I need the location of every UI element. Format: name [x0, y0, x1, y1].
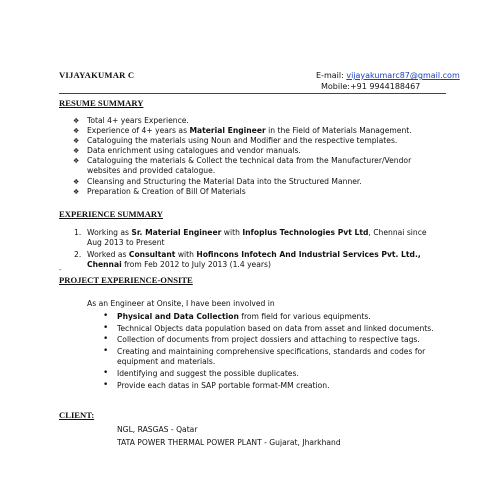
- experience-summary-list: [74, 228, 439, 272]
- project-intro: As an Engineer at Onsite, I have been involved in: [87, 299, 275, 308]
- bullet-dot-icon: •: [103, 379, 109, 390]
- bullet-dot-icon: •: [103, 367, 109, 378]
- list-item: ❖ Cleansing and Structuring the Material Data into the Structured Manner.: [73, 176, 362, 186]
- list-item: ❖ Data enrichment using catalogues and vendor manuals.: [73, 146, 301, 156]
- contact-block: [316, 70, 460, 92]
- bullet-dot-icon: •: [103, 346, 109, 357]
- project-experience-list: [103, 311, 439, 392]
- diamond-bullet-icon: ❖: [73, 157, 80, 166]
- list-item: • Collection of documents from project dossiers and attaching to respective tags.: [103, 334, 420, 345]
- resume-summary-heading: RESUME SUMMARY: [59, 98, 144, 108]
- list-item: • Identifying and suggest the possible duplicates.: [103, 367, 299, 378]
- client-line: TATA POWER THERMAL POWER PLANT - Gujarat, Jharkhand: [117, 437, 341, 447]
- list-item: • Physical and Data Collection from field for various equipments.: [103, 311, 371, 321]
- diamond-bullet-icon: ❖: [73, 177, 80, 186]
- email-label: E-mail:: [316, 71, 347, 80]
- bullet-dot-icon: •: [103, 334, 109, 345]
- list-item: • Provide each datas in SAP portable format-MM creation.: [103, 379, 330, 390]
- list-item: ❖ Experience of 4+ years as Material Engineer in the Field of Materials Management.: [73, 126, 412, 136]
- list-item: ❖ Cataloguing the materials & Collect the technical data from the Manufacturer/Vendor websites and provided catalogue.: [73, 156, 412, 176]
- list-item: ❖ Preparation & Creation of Bill Of Materials: [73, 186, 246, 196]
- project-experience-heading: PROJECT EXPERIENCE-ONSITE: [59, 275, 193, 285]
- list-item: ❖ Cataloguing the materials using Noun and Modifier and the respective templates.: [73, 136, 398, 146]
- bullet-dot-icon: •: [103, 311, 109, 321]
- list-item: ❖ Total 4+ years Experience.: [73, 116, 189, 125]
- client-line: NGL, RASGAS - Qatar: [117, 425, 198, 434]
- diamond-bullet-icon: ❖: [73, 117, 80, 125]
- diamond-bullet-icon: ❖: [73, 147, 80, 156]
- stray-mark: -: [59, 266, 62, 274]
- experience-summary-heading: EXPERIENCE SUMMARY: [59, 209, 164, 219]
- client-heading: CLIENT:: [59, 410, 95, 420]
- bullet-dot-icon: •: [103, 322, 109, 333]
- header-divider: [59, 93, 446, 94]
- list-item: 1. Working as Sr. Material Engineer with Infoplus Technologies Pvt Ltd, Chennai since Aug 2013 to Present: [74, 228, 427, 248]
- diamond-bullet-icon: ❖: [73, 137, 80, 146]
- list-item: 2. Worked as Consultant with Hofincons Infotech And Industrial Services Pvt. Ltd., Chennai from Feb 2012 to July 2013 (1.4 years): [74, 250, 421, 270]
- diamond-bullet-icon: ❖: [73, 187, 80, 196]
- candidate-name: VIJAYAKUMAR C: [59, 70, 135, 80]
- email-link[interactable]: vijayakumarc87@gmail.com: [346, 71, 460, 80]
- client-list: [117, 424, 341, 449]
- list-item: • Creating and maintaining comprehensive specifications, standards and codes for equipment and materials.: [103, 346, 426, 367]
- resume-summary-list: [73, 116, 439, 197]
- list-item: • Technical Objects data population based on data from asset and linked documents.: [103, 322, 434, 333]
- diamond-bullet-icon: ❖: [73, 127, 80, 136]
- mobile-number: Mobile:+91 9944188467: [321, 82, 421, 91]
